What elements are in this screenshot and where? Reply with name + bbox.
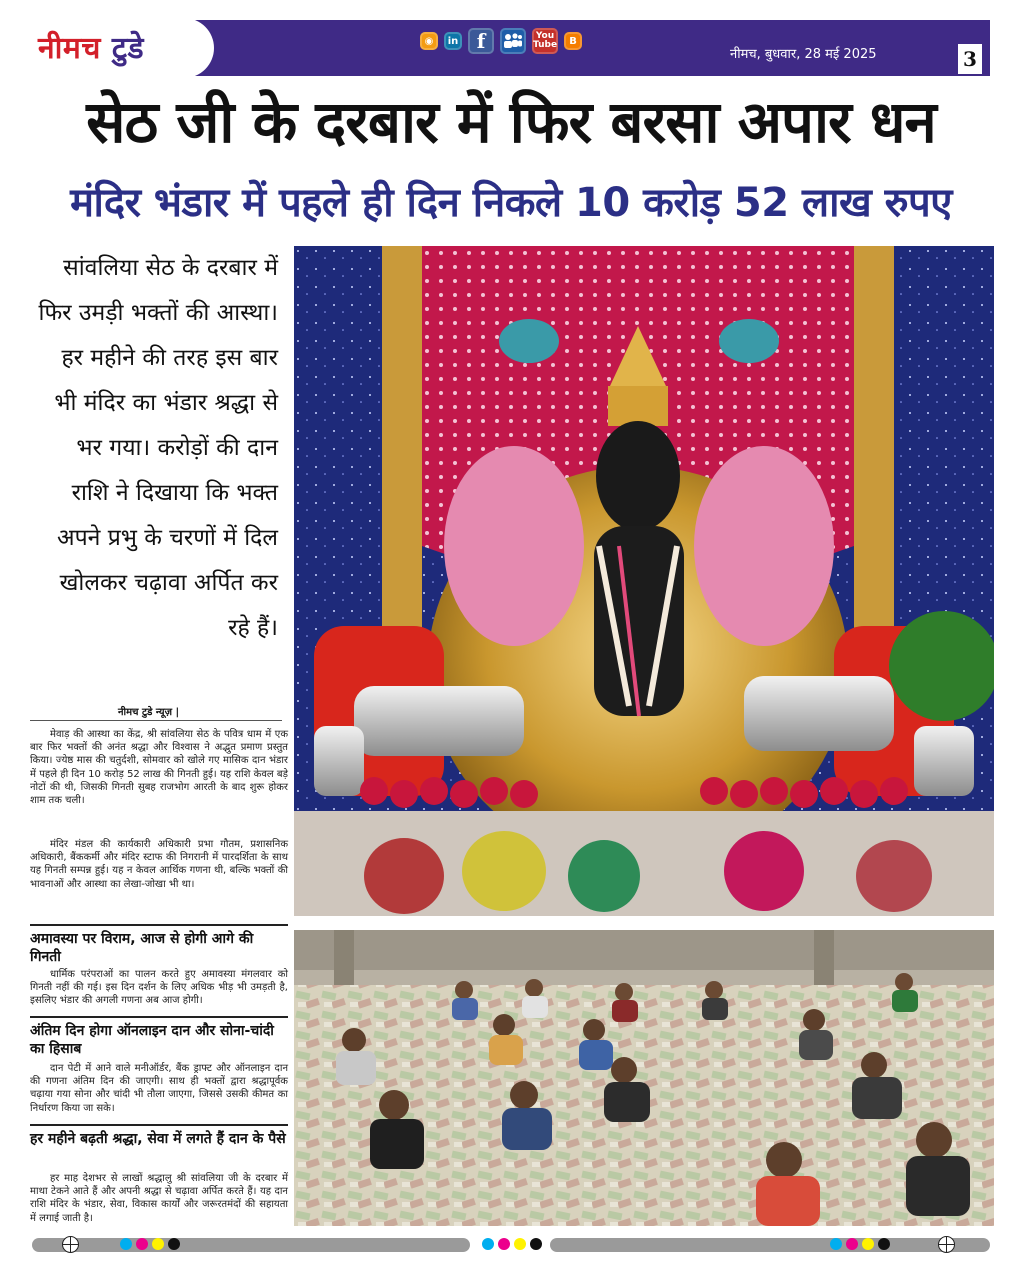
newspaper-logo[interactable] [38, 26, 144, 67]
article-intro: सांवलिया सेठ के दरबार में फिर उमड़ी भक्तों की आस्था। हर महीने की तरह इस बार भी मंदिर का भंडार श्रद्धा से भर गया। करोड़ों की दान राशि ने दिखाया कि भक्त अपने प्रभु के चरणों में दिल खोलकर चढ़ावा अर्पित कर रहे हैं। [38, 255, 278, 641]
divider [30, 1124, 288, 1126]
facebook-icon[interactable]: f [468, 28, 494, 54]
temple-deity-photo [294, 246, 994, 916]
youtube-icon[interactable]: You Tube [532, 28, 558, 54]
section-heading-1: अमावस्या पर विराम, आज से होगी आगे की गिनती [30, 931, 254, 965]
section-text-2: दान पेटी में आने वाले मनीऑर्डर, बैंक ड्राफ्ट और ऑनलाइन दान की गणना अंतिम दिन की जाएगी। साथ ही भक्तों द्वारा श्रद्धापूर्वक चढ़ाया गया सोना और चांदी भी तौला जाएगा, जिससे उसकी कीमत का निर्धारण किया जा सके। [30, 1063, 288, 1114]
yellow-swatch [152, 1238, 164, 1250]
print-registration-bar [550, 1238, 990, 1252]
divider [30, 1016, 288, 1018]
paragraph-1: मेवाड़ की आस्था का केंद्र, श्री सांवलिया सेठ के पवित्र धाम में एक बार फिर भक्तों की अनंत श्रद्धा और विश्वास ने अद्भुत प्रमाण प्रस्तुत किया। ज्येष्ठ मास की चतुर्दशी, सोमवार को खोले गए मासिक दान भंडार में पहले ही दिन 10 करोड़ 52 लाख की गिनती हुई। यह राशि केवल बड़े नोटों की थी, जिसकी गिनती सुबह राजभोग आरती के बाद शुरू होकर शाम तक चली। [30, 729, 288, 807]
print-registration-bar [32, 1238, 470, 1252]
social-icons [420, 28, 582, 54]
yellow-swatch [862, 1238, 874, 1250]
yellow-swatch [514, 1238, 526, 1250]
headline: सेठ जी के दरबार में फिर बरसा अपार धन [86, 88, 936, 156]
money-counting-photo [294, 930, 994, 1226]
registration-target-icon [62, 1236, 79, 1253]
black-swatch [530, 1238, 542, 1250]
magenta-swatch [136, 1238, 148, 1250]
divider [30, 924, 288, 926]
black-swatch [168, 1238, 180, 1250]
rss-icon[interactable]: ◉ [420, 32, 438, 50]
divider [30, 720, 282, 721]
section-text-3: हर माह देशभर से लाखों श्रद्धालु श्री सांवलिया जी के दरबार में माथा टेकने आते हैं और अपनी श्रद्धा से चढ़ावा अर्पित करते हैं। यह दान राशि मंदिर के भंडार, सेवा, विकास कार्यों और जरूरतमंदों की सहायता में लगाई जाती है। [30, 1173, 288, 1224]
cyan-swatch [830, 1238, 842, 1250]
date-line: नीमच, बुधवार, 28 मई 2025 [730, 47, 877, 62]
magenta-swatch [846, 1238, 858, 1250]
registration-target-icon [938, 1236, 955, 1253]
cyan-swatch [482, 1238, 494, 1250]
blogger-icon[interactable]: B [564, 32, 582, 50]
byline: नीमच टुडे न्यूज़ | [118, 707, 180, 718]
black-swatch [878, 1238, 890, 1250]
magenta-swatch [498, 1238, 510, 1250]
section-heading-3: हर महीने बढ़ती श्रद्धा, सेवा में लगते हैं दान के पैसे [30, 1131, 286, 1147]
subheadline: मंदिर भंडार में पहले ही दिन निकले 10 करोड़ 52 लाख रुपए [70, 180, 952, 226]
page-number: 3 [958, 44, 982, 74]
cyan-swatch [120, 1238, 132, 1250]
logo-word-neemuch: नीमच [38, 31, 101, 66]
linkedin-icon[interactable]: in [444, 32, 462, 50]
paragraph-2: मंदिर मंडल की कार्यकारी अधिकारी प्रभा गौतम, प्रशासनिक अधिकारी, बैंककर्मी और मंदिर स्टाफ की निगरानी में पारदर्शिता के साथ यह गिनती सम्पन्न हुई। यह न केवल आर्थिक गणना थी, बल्कि भक्तों की भावनाओं और आस्था का लेखा-जोखा भी था। [30, 839, 288, 890]
logo-word-today: टुडे [111, 31, 145, 66]
section-heading-2: अंतिम दिन होगा ऑनलाइन दान और सोना-चांदी का हिसाब [30, 1023, 274, 1057]
myspace-icon[interactable] [500, 28, 526, 54]
section-text-1: धार्मिक परंपराओं का पालन करते हुए अमावस्या मंगलवार को गिनती नहीं की गई। इस दिन दर्शन के लिए अधिक भीड़ भी उमड़ती है, इसलिए भंडार की अगली गणना अब आज होगी। [30, 969, 288, 1007]
